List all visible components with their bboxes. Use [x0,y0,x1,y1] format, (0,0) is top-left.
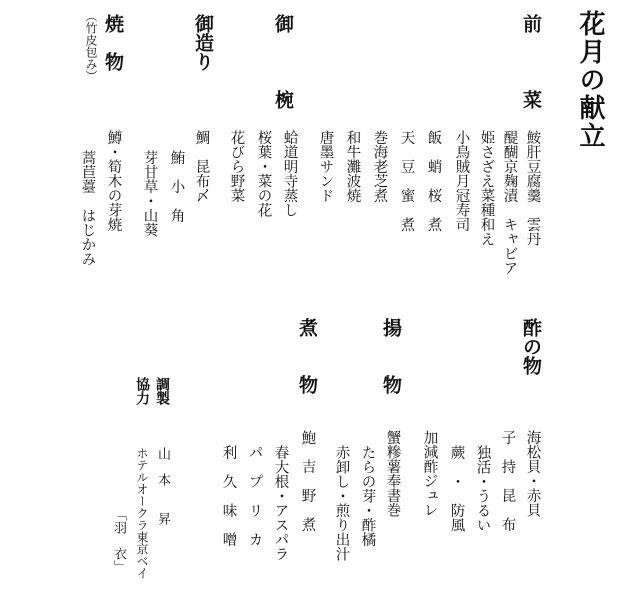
menu-item: 蕨 ・ 防風 [448,445,465,532]
menu-item: 桜葉・菜の花 [255,130,272,217]
menu-item: 天 豆 蜜 煮 [398,130,415,232]
menu-item: 蒿苣薹 はじかみ [79,150,96,266]
menu-item: 芽甘草・山葵 [141,150,158,237]
cooperation-org: ホテルオークラ東京ベイ [135,447,149,579]
menu-item: 小鳥賊月冠寿司 [453,130,470,232]
menu-item: パ プ リ カ [246,445,263,547]
course-label-nimono: 煮 物 [296,318,318,394]
course-note-yakimono: （竹皮包み） [84,10,98,82]
menu-item: 蛤道明寺蒸し [281,130,298,217]
menu-item: 蟹糝薯奉書巻 [384,430,401,517]
menu-item: 鱒・筍木の芽焼 [105,130,122,232]
menu-item: 加減酢ジュレ [421,430,438,517]
menu-item: 春大根・アスパラ [272,445,289,561]
menu-item: 赤卸し・煎り出汁 [333,445,350,561]
chef-name: 山 本 昇 [155,447,170,525]
menu-item: たらの芽・酢橘 [359,445,376,547]
menu-item: 唐墨サンド [317,130,334,203]
menu-item: 独活・うるい [474,445,491,532]
menu-item: 鮑 吉 野 煮 [299,430,316,532]
course-label-sunomono: 酢の物 [520,318,542,375]
chef-label: 調製 [154,377,170,405]
menu-item: 鮟肝豆腐羹 雲丹 [524,130,541,246]
menu-item: 和牛灘波焼 [344,130,361,203]
menu-title: 花月の献立 [575,10,605,150]
menu-item: 鮪 小 角 [168,150,185,223]
course-label-zensai: 前 菜 [520,14,542,109]
menu-item: 姫さざえ菜種和え [478,130,495,246]
menu-item: 利 久 味 噌 [220,445,237,547]
course-label-owan: 御 椀 [272,14,294,109]
cooperation-label: 協力 [134,377,150,405]
menu-item: 醍醐京麹漬 キャビア [501,130,518,275]
course-label-otsukuri: 御造り [192,14,214,71]
course-label-agemono: 揚 物 [380,318,402,394]
menu-item: 巻海老芝煮 [371,130,388,203]
menu-item: 海松貝・赤貝 [524,430,541,517]
cooperation-venue: 「羽 衣」 [111,508,126,573]
course-label-yakimono: 焼 物 [102,14,124,71]
menu-item: 鯛 昆布〆 [193,130,210,203]
menu-item: 飯 蛸 桜 煮 [425,130,442,232]
menu-item: 子 持 昆 布 [499,430,516,532]
menu-item: 花びら野菜 [228,130,245,203]
